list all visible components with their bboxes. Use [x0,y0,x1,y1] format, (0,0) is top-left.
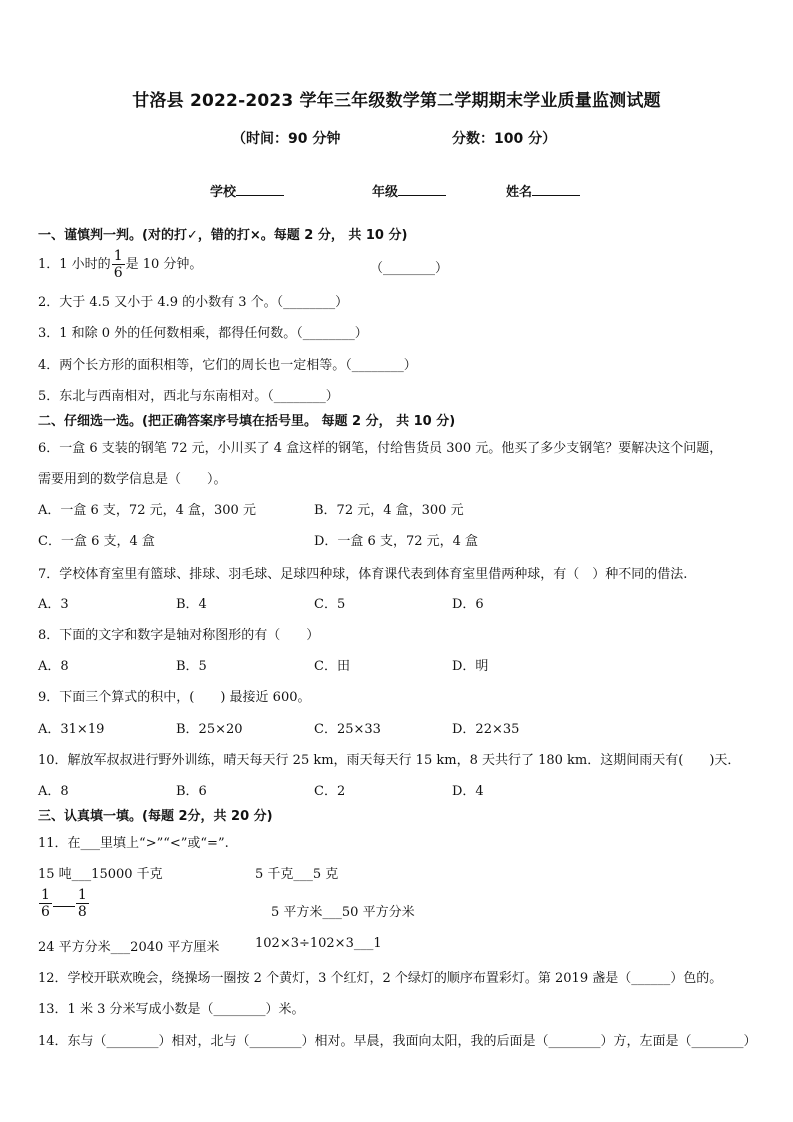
q11-fraction-right [76,887,89,920]
q10-option-d[interactable]: D．4 [452,784,484,799]
school-blank[interactable] [236,182,284,196]
q11-left-denominator: 6 [41,904,50,920]
q1-post: 是 10 分钟。 [125,257,203,272]
q1-pre: 1．1 小时的 [38,257,111,272]
question-12: 12．学校开联欢晚会，绕操场一圈按 2 个黄灯，3 个红灯，2 个绿灯的顺序布置彩灯。第 2019 盏是（______）色的。 [38,971,723,986]
q11-left-numerator: 1 [41,887,50,903]
q11-fraction-left [39,887,52,920]
q10-option-c[interactable]: C．2 [314,784,346,799]
section1-heading: 一、谨慎判一判。(对的打✓，错的打×。每题 2 分， 共 10 分) [38,228,408,243]
question-6-line2: 需要用到的数学信息是（ ）。 [38,472,227,487]
grade-label: 年级 [372,185,399,200]
name-field [506,181,580,200]
name-label: 姓名 [506,185,533,200]
question-10: 10．解放军叔叔进行野外训练，晴天每天行 25 km，雨天每天行 15 km，8 天共行了 180 km．这期间雨天有( )天． [38,753,741,768]
section3-heading: 三、认真填一填。(每题 2分，共 20 分) [38,809,273,824]
grade-field [372,181,446,200]
q11-right-numerator: 1 [77,887,87,903]
section2-heading: 二、仔细选一选。(把正确答案序号填在括号里。 每题 2 分， 共 10 分) [38,414,456,429]
q8-option-a[interactable]: A．8 [38,659,69,674]
question-4: 4．两个长方形的面积相等，它们的周长也一定相等。（________） [38,358,417,373]
q11-item-a: 15 吨___15000 千克 [38,867,163,882]
q1-numerator: 1 [113,248,123,264]
q9-option-a[interactable]: A．31×19 [38,722,105,737]
q7-option-d[interactable]: D．6 [452,597,484,612]
grade-blank[interactable] [398,182,446,196]
question-14: 14．东与（________）相对，北与（________）相对。早晨，我面向太阳，我的后面是（________）方，左面是（________） [38,1034,757,1049]
q11-item-d: 5 平方米___50 平方分米 [271,905,415,920]
exam-score: 分数：100 分） [452,131,557,147]
q9-option-b[interactable]: B．25×20 [176,722,243,737]
question-2: 2．大于 4.5 又小于 4.9 的小数有 3 个。（________） [38,295,349,310]
question-13: 13．1 米 3 分米写成小数是（________）米。 [38,1002,305,1017]
question-11: 11．在___里填上“>”“<”或“=”. [38,836,229,851]
school-field [210,181,284,200]
question-9: 9．下面三个算式的积中，( ) 最接近 600。 [38,690,311,705]
q6-option-d[interactable]: D．一盒 6 支，72 元，4 盒 [314,534,479,549]
question-6-line1: 6．一盒 6 支装的钢笔 72 元，小川买了 4 盒这样的钢笔，付给售货员 300 元。他买了多少支钢笔？要解决这个问题， [38,441,723,456]
question-1 [38,248,202,281]
q1-answer-blank[interactable]: （________） [370,261,449,276]
q1-denominator: 6 [113,265,123,281]
question-5: 5．东北与西南相对，西北与东南相对。（________） [38,389,339,404]
q7-option-c[interactable]: C．5 [314,597,346,612]
q11-item-e: 24 平方分米___2040 平方厘米 [38,940,220,955]
question-7: 7．学校体育室里有篮球、排球、羽毛球、足球四种球，体育课代表到体育室里借两种球，有（ ）种不同的借法. [38,567,688,582]
q6-option-b[interactable]: B．72 元，4 盒，300 元 [314,503,464,518]
name-blank[interactable] [532,182,580,196]
q10-option-a[interactable]: A．8 [38,784,69,799]
q6-option-c[interactable]: C．一盒 6 支，4 盒 [38,534,155,549]
question-3: 3．1 和除 0 外的任何数相乘，都得任何数。（________） [38,326,368,341]
q11-right-denominator: 8 [77,904,87,920]
q9-option-c[interactable]: C．25×33 [314,722,381,737]
q7-option-b[interactable]: B．4 [176,597,207,612]
q11-c-blank[interactable] [53,894,75,907]
page-title: 甘洛县 2022-2023 学年三年级数学第二学期期末学业质量监测试题 [132,91,661,111]
q8-option-d[interactable]: D．明 [452,659,489,674]
q6-option-a[interactable]: A．一盒 6 支，72 元，4 盒，300 元 [38,503,256,518]
q11-item-b: 5 千克___5 克 [255,867,339,882]
q10-option-b[interactable]: B．6 [176,784,207,799]
q8-option-c[interactable]: C．田 [314,659,350,674]
q7-option-a[interactable]: A．3 [38,597,69,612]
q8-option-b[interactable]: B．5 [176,659,207,674]
exam-time: （时间：90 分钟 [232,131,341,147]
q1-fraction [112,248,125,281]
q9-option-d[interactable]: D．22×35 [452,722,520,737]
school-label: 学校 [210,185,237,200]
q11-item-f: 102×3÷102×3___1 [255,936,382,951]
question-8: 8．下面的文字和数字是轴对称图形的有（ ） [38,628,320,643]
q11-item-c [38,887,90,920]
